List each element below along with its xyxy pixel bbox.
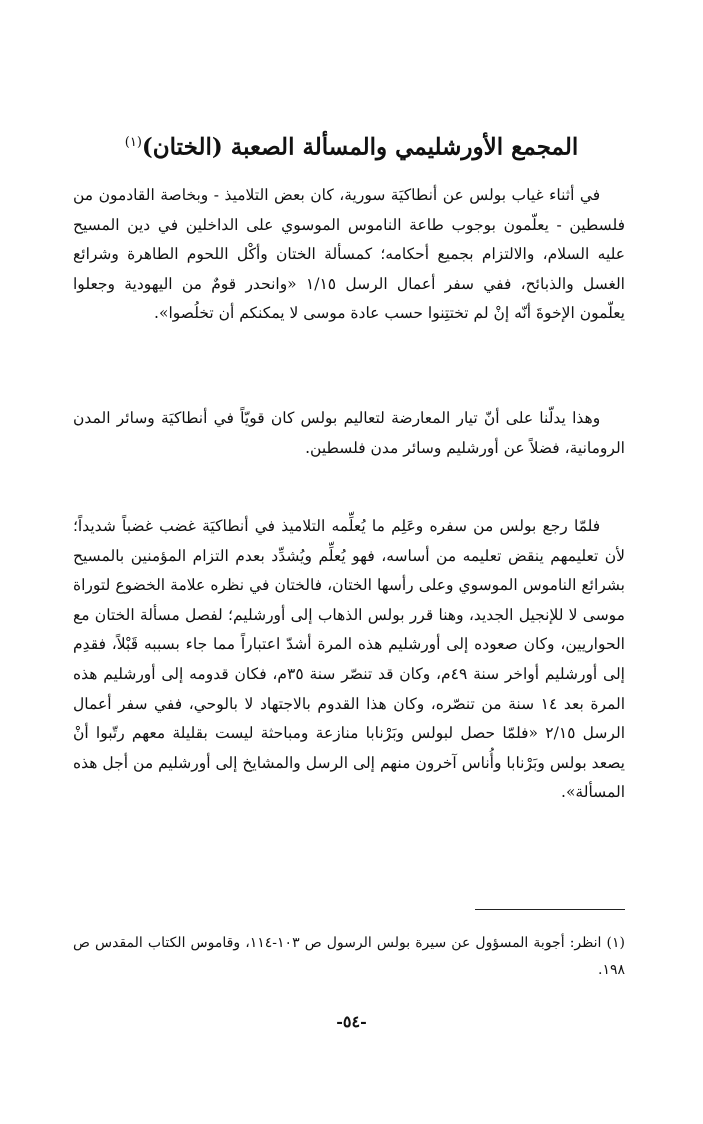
footnote-divider <box>475 909 625 910</box>
chapter-title <box>60 123 643 168</box>
paragraph-1: في أثناء غياب بولس عن أنطاكيَة سورية، كان بعض التلاميذ - وبخاصة القادمون من فلسطين - يعلّمون بوجوب طاعة الناموس الموسوي على الداخلين في دين المسيح عليه السلام، والالتزام بجميع أحكامه؛ كمسألة الختان وأكْل اللحوم الطاهرة وشرائع الغسل والذبائح، ففي سفر أعمال الرسل ١/١٥ «وانحدر قومٌ من اليهودية وجعلوا يعلّمون الإخوةَ أنّه إنْ لم تختتِنوا حسب عادة موسى لا يمكنكم أن تخلُصوا». <box>73 186 625 323</box>
footnote-reference: (١) <box>124 135 142 151</box>
chapter-title-text: المجمع الأورشليمي والمسألة الصعبة (الختان) <box>141 134 579 162</box>
paragraph-2: وهذا يدلّنا على أنّ تيار المعارضة لتعاليم بولس كان قويّاً في أنطاكيَة وسائر المدن الرومانية، فضلاً عن أورشليم وسائر مدن فلسطين. <box>73 409 625 457</box>
paragraph-3: فلمّا رجع بولس من سفره وعَلِم ما يُعلِّمه التلاميذ في أنطاكيَة غضب غضباً شديداً؛ لأن تعليمهم ينقض تعليمه من أساسه، فهو يُعلِّم ويُشدِّد بعدم التزام المؤمنين بالمسيح بشرائع الناموس الموسوي وعلى رأسها الختان، فالختان في نظره علامة الخضوع لتوراة موسى لا للإنجيل الجديد، وهنا قرر بولس الذهاب إلى أورشليم؛ لفصل مسألة الختان مع الحواريين، وكان صعوده إلى أورشليم هذه المرة أشدّ اعتباراً مما جاء بسببه قَبْلاً، فقدِم إلى أورشليم أواخر سنة ٤٩م، وكان قد تنصّر سنة ٣٥م، فكان قدومه إلى أورشليم هذه المرة بعد ١٤ سنة من تنصّره، وكان هذا القدوم بالاجتهاد لا بالوحي، ففي سفر أعمال الرسل ٢/١٥ «فلمّا حصل لبولس وبَرْنابا منازعة ومباحثة ليست بقليلة معهم رتّبوا أنْ يصعد بولس وبَرْنابا وأُناس آخرون منهم إلى الرسل والمشايخ إلى أورشليم من أجل هذه المسألة». <box>73 517 626 802</box>
footnote: (١) انظر: أجوبة المسؤول عن سيرة بولس الرسول ص ١٠٣-١١٤، وقاموس الكتاب المقدس ص ١٩٨. <box>73 935 625 978</box>
page-number: -٥٤- <box>336 1012 367 1031</box>
